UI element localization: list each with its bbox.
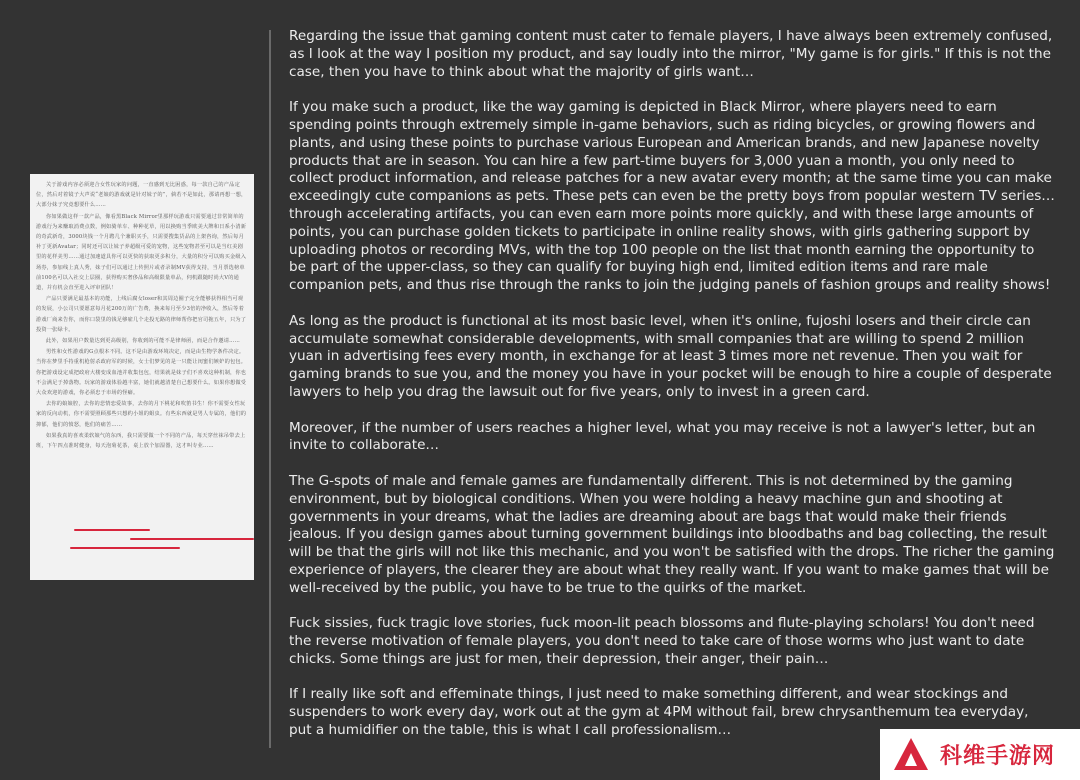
triangle-logo-cutout	[905, 753, 917, 766]
cn-paragraph-4: 此外，如果用户数量达到更高级别，你收到的可能不是律师函，而是合作邀请……	[46, 338, 240, 345]
red-underline-1	[74, 529, 150, 531]
article-paragraph-1: Regarding the issue that gaming content must cater to female players, I have always been extremely confused, as I look at the way I position my product, and say loudly into the mirror, "My game is for girls." If this is not the case, then you have to think about what the majority of girls want…	[289, 28, 1053, 80]
cn-paragraph-7: 如果我真的喜欢柔软娘气的东西，我只需要做一个不同的产品，每天穿丝袜吊带去上班，下午四点准时健身，每天泡菊花茶，桌上放个加湿器，这才叫专业……	[36, 432, 246, 450]
article-paragraph-7: If I really like soft and effeminate things, I just need to make something different, and wear stockings and suspenders to work every day, work out at the gym at 4PM without fail, brew chrysanthemum tea everyday, put a humidifier on the table, this is what I call professionalism…	[289, 686, 1029, 739]
cn-paragraph-2: 你如果做这样一款产品，像看黑Black Mirror里那样玩游戏只需要通过非常简单的游戏行为来赚取消费点数，例如骑单车、种种花草，用以换购当季欧美大牌和日系小清新的奇武新奇，3000块钱一个月聘几个兼职买手，只需要搜集货品的上架咨询，然后每月补丁更新Avatar；同时还可以让妹子养超级可爱的宠物，这些宠物甚至可以是当红美剧里的花样美男……通过加速道具你可以更快的获取更多积分，大量的积分可以购买金级入场券，参加线上真人秀，妹子们可以通过上传照片或者录制MV获得支持，当月票选榜单前100名可以入社交上层圈，获得购买奢侈品和高级限量单品，伺机跟随时尚大V的通道，并有机会直至进入评审团队！	[36, 213, 247, 292]
red-underline-2	[130, 538, 254, 540]
vertical-divider	[269, 30, 271, 748]
site-watermark	[880, 729, 1080, 780]
article-paragraph-4: Moreover, if the number of users reaches a higher level, what you may receive is not a lawyer's letter, but an invite to collaborate…	[289, 419, 1036, 454]
chinese-article-image	[30, 174, 254, 580]
article-paragraph-2: If you make such a product, like the way gaming is depicted in Black Mirror, where players need to earn spending points through extremely simple in-game behaviors, such as riding bicycles, or growing flowers and plants, and using these points to purchase various European and American brands, and new Japanese novelty products that are in season. You can hire a few part-time buyers for 3,000 yuan a month, you only need to collect product information, and release patches for a new avatar every month; at the same time you can make exceedingly cute companions as pets. These pets can even be the pretty boys from popular western TV series… through accelerating artifacts, you can even earn more points more quickly, and with these large amounts of points, you can purchase golden tickets to participate in online reality shows, with girls gathering support by uploading photos or recording MVs, with the top 100 people on the list that month earning the opportunity to be part of the upper-class, so they can qualify for buying high end, limited edition items and rare male companion pets, and thus rise through the ranks to join the judging panels of fashion groups and reality shows!	[289, 99, 1055, 294]
chinese-article-text	[36, 180, 248, 452]
article-paragraph-6: Fuck sissies, fuck tragic love stories, fuck moon-lit peach blossoms and flute-playing scholars! You don't need the reverse motivation of female players, you don't need to take care of those worms who just want to date chicks. Some things are just for men, their depression, their anger, their pain…	[289, 615, 1035, 667]
cn-paragraph-6: 去你的娘娘腔，去你的悲情恋爱故事，去你的月下桃花和吹笛书生！你不需要女性玩家的反向动机，你不需要照顾那些只想约小姐的蛆虫。有些东西就是男人专属的，他们的抑郁，他们的愤怒，他们的痛苦……	[36, 401, 247, 428]
english-article	[289, 28, 1055, 758]
watermark-text: 科维手游网	[940, 744, 1056, 769]
article-paragraph-3: As long as the product is functional at its most basic level, when it's online, fujoshi losers and their circle can accumulate somewhat considerable developments, with small companies that are willing to spend 2 million yuan in advertising fees every month, in exchange for at least 3 times more net revenue. Then you wait for gaming brands to sue you, and the money you have in your pocket will be enough to hire a couple of desperate lawyers to help you drag the lawsuit out for five years, only to invest in a green card.	[289, 312, 1052, 400]
cn-paragraph-5: 男性和女性游戏的G点根本不同。这不是由游戏环境决定，而是由生物学条件决定。当你在梦里手持重机枪射杀政府军的时候，女士们梦见的是一只能让闺蜜们嫉妒的包包。你把游戏设定成把政府大楼变成血池并收集包包，结果就是妹子们不喜欢这种机制，你也不会满足于掉落物。玩家的游戏体验越丰富，她们就越清楚自己想要什么。如果你想做受大众欢迎的游戏，你必须忠于市场的怪癖。	[36, 349, 247, 397]
cn-paragraph-3: 产品只要满足最基本的功能，上线后腐女loser和其周边圈子完全能够获得相当可观的发展，小公司只要愿意每月花200万的广告费，换来每月至少3倍的净收入，然后等着游戏厂商来告你，而你口袋里的钱足够雇几个走投无路的律师帮你把官司拖五年，只为了投资一张绿卡。	[36, 296, 247, 333]
cn-paragraph-1: 关于游戏内容必须迎合女性玩家的问题，一直感到无比困惑，每一款自己的产品定位，然后对着镜子大声说“老娘的游戏就是针对妹子的”，倘若不是如此，那请再想一想，大部分妹子究竟想要什么……	[36, 182, 247, 209]
red-underline-3	[70, 547, 180, 549]
article-paragraph-5: The G-spots of male and female games are fundamentally different. This is not determined by the gaming environment, but by biological conditions. When you were holding a heavy machine gun and shooting at governments in your dreams, what the ladies are dreaming about are bags that would make their friends jealous. If you design games about turning government buildings into bloodbaths and bag collecting, the result will be that the girls will not like this mechanic, and you won't be satisfied with the drops. The richer the gaming experience of players, the clearer they are about what they really want. If you want to make games that will be well-received by the public, you have to be true to the quirks of the market.	[289, 472, 1055, 596]
